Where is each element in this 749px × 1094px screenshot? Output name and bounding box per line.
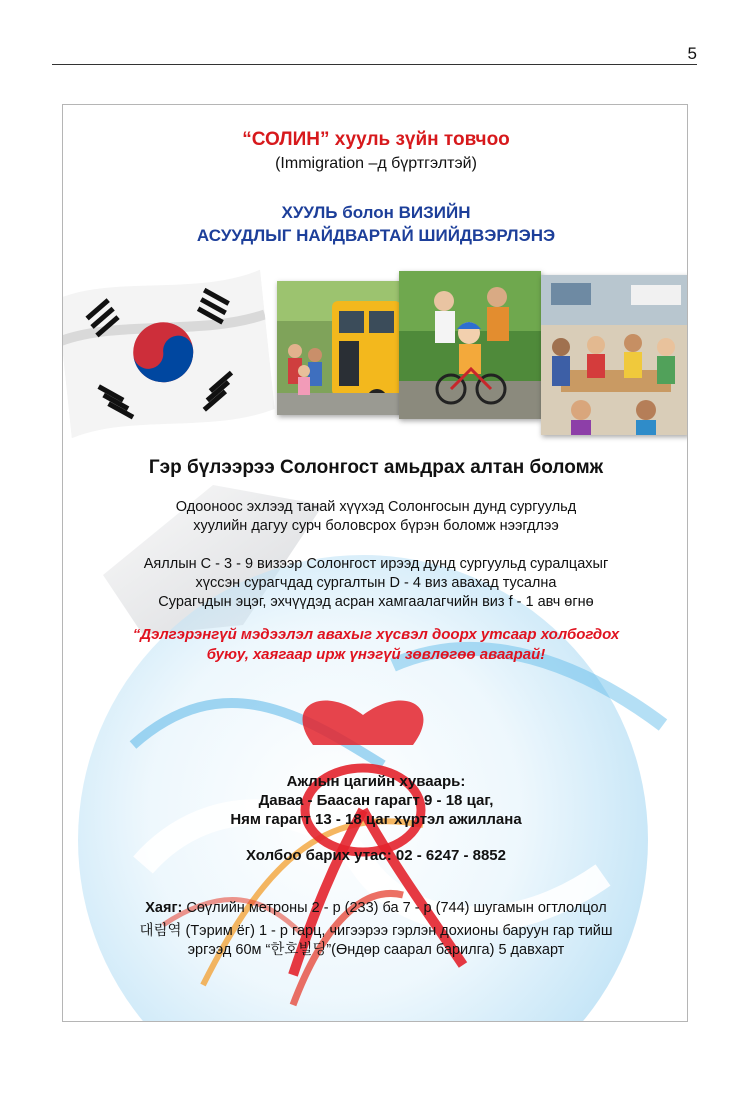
advertisement xyxy=(62,104,688,1022)
family-cycling-image xyxy=(399,271,541,419)
classroom-students-image xyxy=(541,275,688,435)
korean-flag-image xyxy=(62,260,276,441)
schedule-title: Ажлын цагийн хуваарь: xyxy=(286,773,466,790)
headline: Гэр бүлээрээ Солонгост амьдрах алтан боломж xyxy=(148,457,604,478)
header-rule xyxy=(52,64,697,65)
slogan-line-1: ХУУЛЬ болон ВИЗИЙН xyxy=(281,203,471,222)
contact-phone: Холбоо барих утас: 02 - 6247 - 8852 xyxy=(246,847,506,864)
highlight-line-2: буюу, хаягаар ирж үнэгүй зөвлөгөө аваарай! xyxy=(206,646,546,663)
company-subtitle: (Immigration –д бүртгэлтэй) xyxy=(275,155,477,172)
address-line-3: эргээд 60м “한호빌딩”(Өндөр саарал барилга) 5 давхарт xyxy=(187,942,565,958)
schedule-sunday: Ням гарагт 13 - 18 цаг хүртэл ажиллана xyxy=(230,811,522,828)
para2-line-3: Сурагчдын эцэг, эхчүүдэд асран хамгаалагчийн виз f - 1 авч өгнө xyxy=(158,594,594,610)
para1-line-1: Одооноос эхлээд танай хүүхэд Солонгосын дунд сургуульд xyxy=(175,499,577,515)
para2-line-1: Аяллын C - 3 - 9 визээр Солонгост ирээд дунд сургуульд суралцахыг xyxy=(143,556,609,572)
address-label: Хаяг: xyxy=(145,900,183,916)
slogan-line-2: АСУУДЛЫГ НАЙДВАРТАЙ ШИЙДВЭРЛЭНЭ xyxy=(196,226,556,245)
company-name: “СОЛИН” хууль зүйн товчоо xyxy=(242,129,510,150)
address-line-2: 대림역 (Тэрим ёг) 1 - р гарц, чигээрээ гэрлэн дохионы баруун гар тийш xyxy=(139,923,613,939)
address-line-1 xyxy=(63,900,688,916)
address-text-1: Сөүлийн метроны 2 - р (233) ба 7 - р (744) шугамын огтлолцол xyxy=(182,900,607,916)
para1-line-2: хуулийн дагуу сурч боловсрох бүрэн боломж нээгдлээ xyxy=(193,518,559,534)
school-bus-children-image xyxy=(277,281,401,415)
schedule-weekdays: Даваа - Баасан гарагт 9 - 18 цаг, xyxy=(258,792,494,809)
highlight-line-1: “Дэлгэрэнгүй мэдээлэл авахыг хүсвэл доорх утсаар холбогдох xyxy=(132,626,620,643)
page-number: 5 xyxy=(687,44,697,63)
para2-line-2: хүссэн сурагчдад сургалтын D - 4 виз авахад тусална xyxy=(195,575,557,591)
